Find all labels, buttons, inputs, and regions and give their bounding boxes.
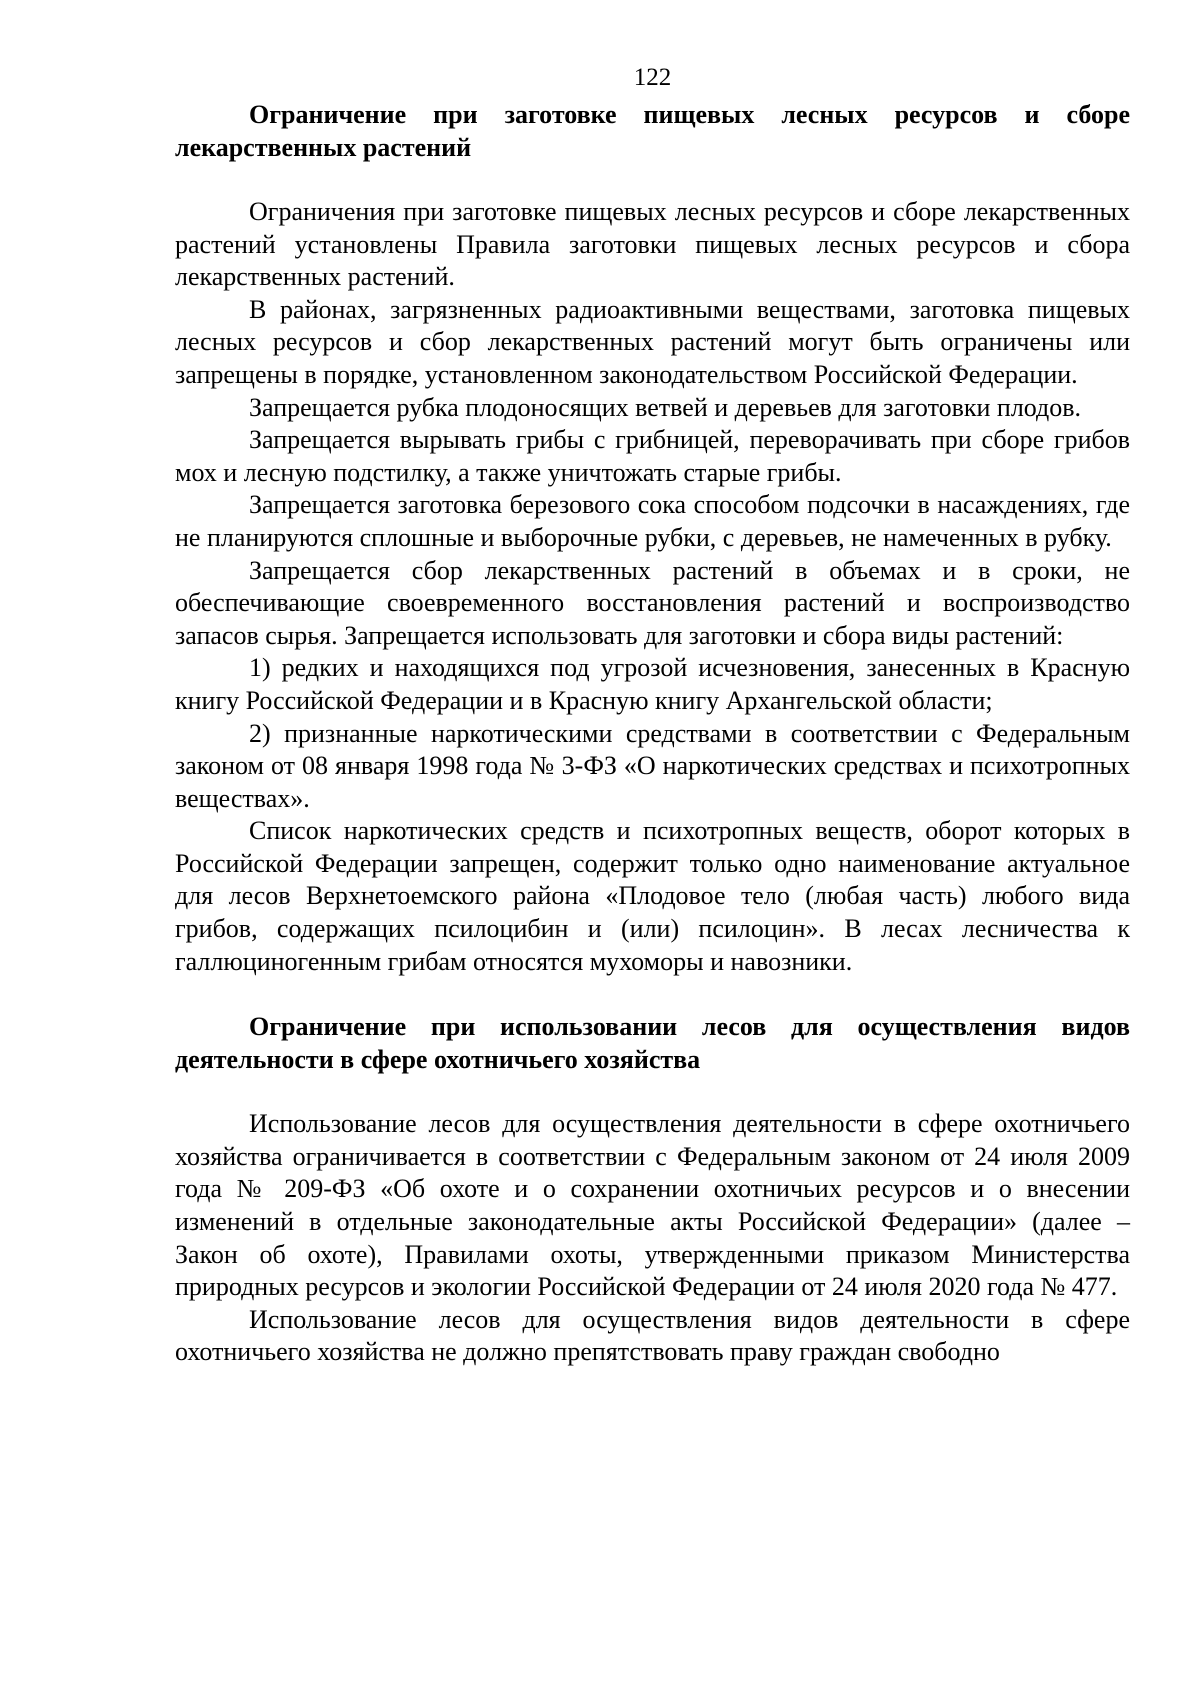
- section-heading: Ограничение при использовании лесов для осуществления видов деятельности в сфере охотничьего хозяйства: [175, 1012, 1130, 1075]
- spacer: [175, 978, 1130, 1010]
- paragraph: Запрещается рубка плодоносящих ветвей и деревьев для заготовки плодов.: [249, 392, 1082, 422]
- list-item: 1) редких и находящихся под угрозой исчезновения, занесенных в Красную книгу Российской Федерации и в Красную книгу Архангельской области;: [175, 653, 1130, 715]
- spacer: [175, 1076, 1130, 1108]
- paragraph: Список наркотических средств и психотропных веществ, оборот которых в Российской Федерации запрещен, содержит только одно наименование актуальное для лесов Верхнетоемского района «Плодовое тело (любая часть) любого вида грибов, содержащих псилоцибин и (или) псилоцин». В лесах лесничества к галлюциногенным грибам относятся мухоморы и навозники.: [175, 816, 1130, 976]
- list-item: 2) признанные наркотическими средствами в соответствии с Федеральным законом от 08 января 1998 года № 3-ФЗ «О наркотических средствах и психотропных веществах».: [175, 718, 1130, 813]
- paragraph: Использование лесов для осуществления деятельности в сфере охотничьего хозяйства ограничивается в соответствии с Федеральным законом от 24 июля 2009 года № 209-ФЗ «Об охоте и о сохранении охотничьих ресурсов и о внесении изменений в отдельные законодательные акты Российской Федерации» (далее – Закон об охоте), Правилами охоты, утвержденными приказом Министерства природных ресурсов и экологии Российской Федерации от 24 июля 2020 года № 477.: [175, 1109, 1130, 1302]
- spacer: [175, 164, 1130, 196]
- section-hunting-activities: [175, 1010, 1130, 1369]
- page-number: 122: [633, 64, 672, 91]
- paragraph: Ограничения при заготовке пищевых лесных ресурсов и сборе лекарственных растений установлены Правила заготовки пищевых лесных ресурсов и сбора лекарственных растений.: [175, 197, 1130, 292]
- paragraph: Запрещается вырывать грибы с грибницей, переворачивать при сборе грибов мох и лесную подстилку, а также уничтожать старые грибы.: [175, 425, 1130, 487]
- paragraph: В районах, загрязненных радиоактивными веществами, заготовка пищевых лесных ресурсов и сбор лекарственных растений могут быть ограничены или запрещены в порядке, установленном законодательством Российской Федерации.: [175, 294, 1130, 389]
- document-page: [175, 62, 1130, 1369]
- paragraph: Запрещается заготовка березового сока способом подсочки в насаждениях, где не планируются сплошные и выборочные рубки, с деревьев, не намеченных в рубку.: [175, 490, 1130, 552]
- paragraph: Запрещается сбор лекарственных растений в объемах и в сроки, не обеспечивающие своевременного восстановления растений и воспроизводство запасов сырья. Запрещается использовать для заготовки и сбора виды растений:: [175, 555, 1130, 650]
- section-food-forest-resources: [175, 98, 1130, 978]
- paragraph: Использование лесов для осуществления видов деятельности в сфере охотничьего хозяйства не должно препятствовать праву граждан свободно: [175, 1304, 1130, 1367]
- section-heading: Ограничение при заготовке пищевых лесных ресурсов и сборе лекарственных растений: [175, 100, 1130, 162]
